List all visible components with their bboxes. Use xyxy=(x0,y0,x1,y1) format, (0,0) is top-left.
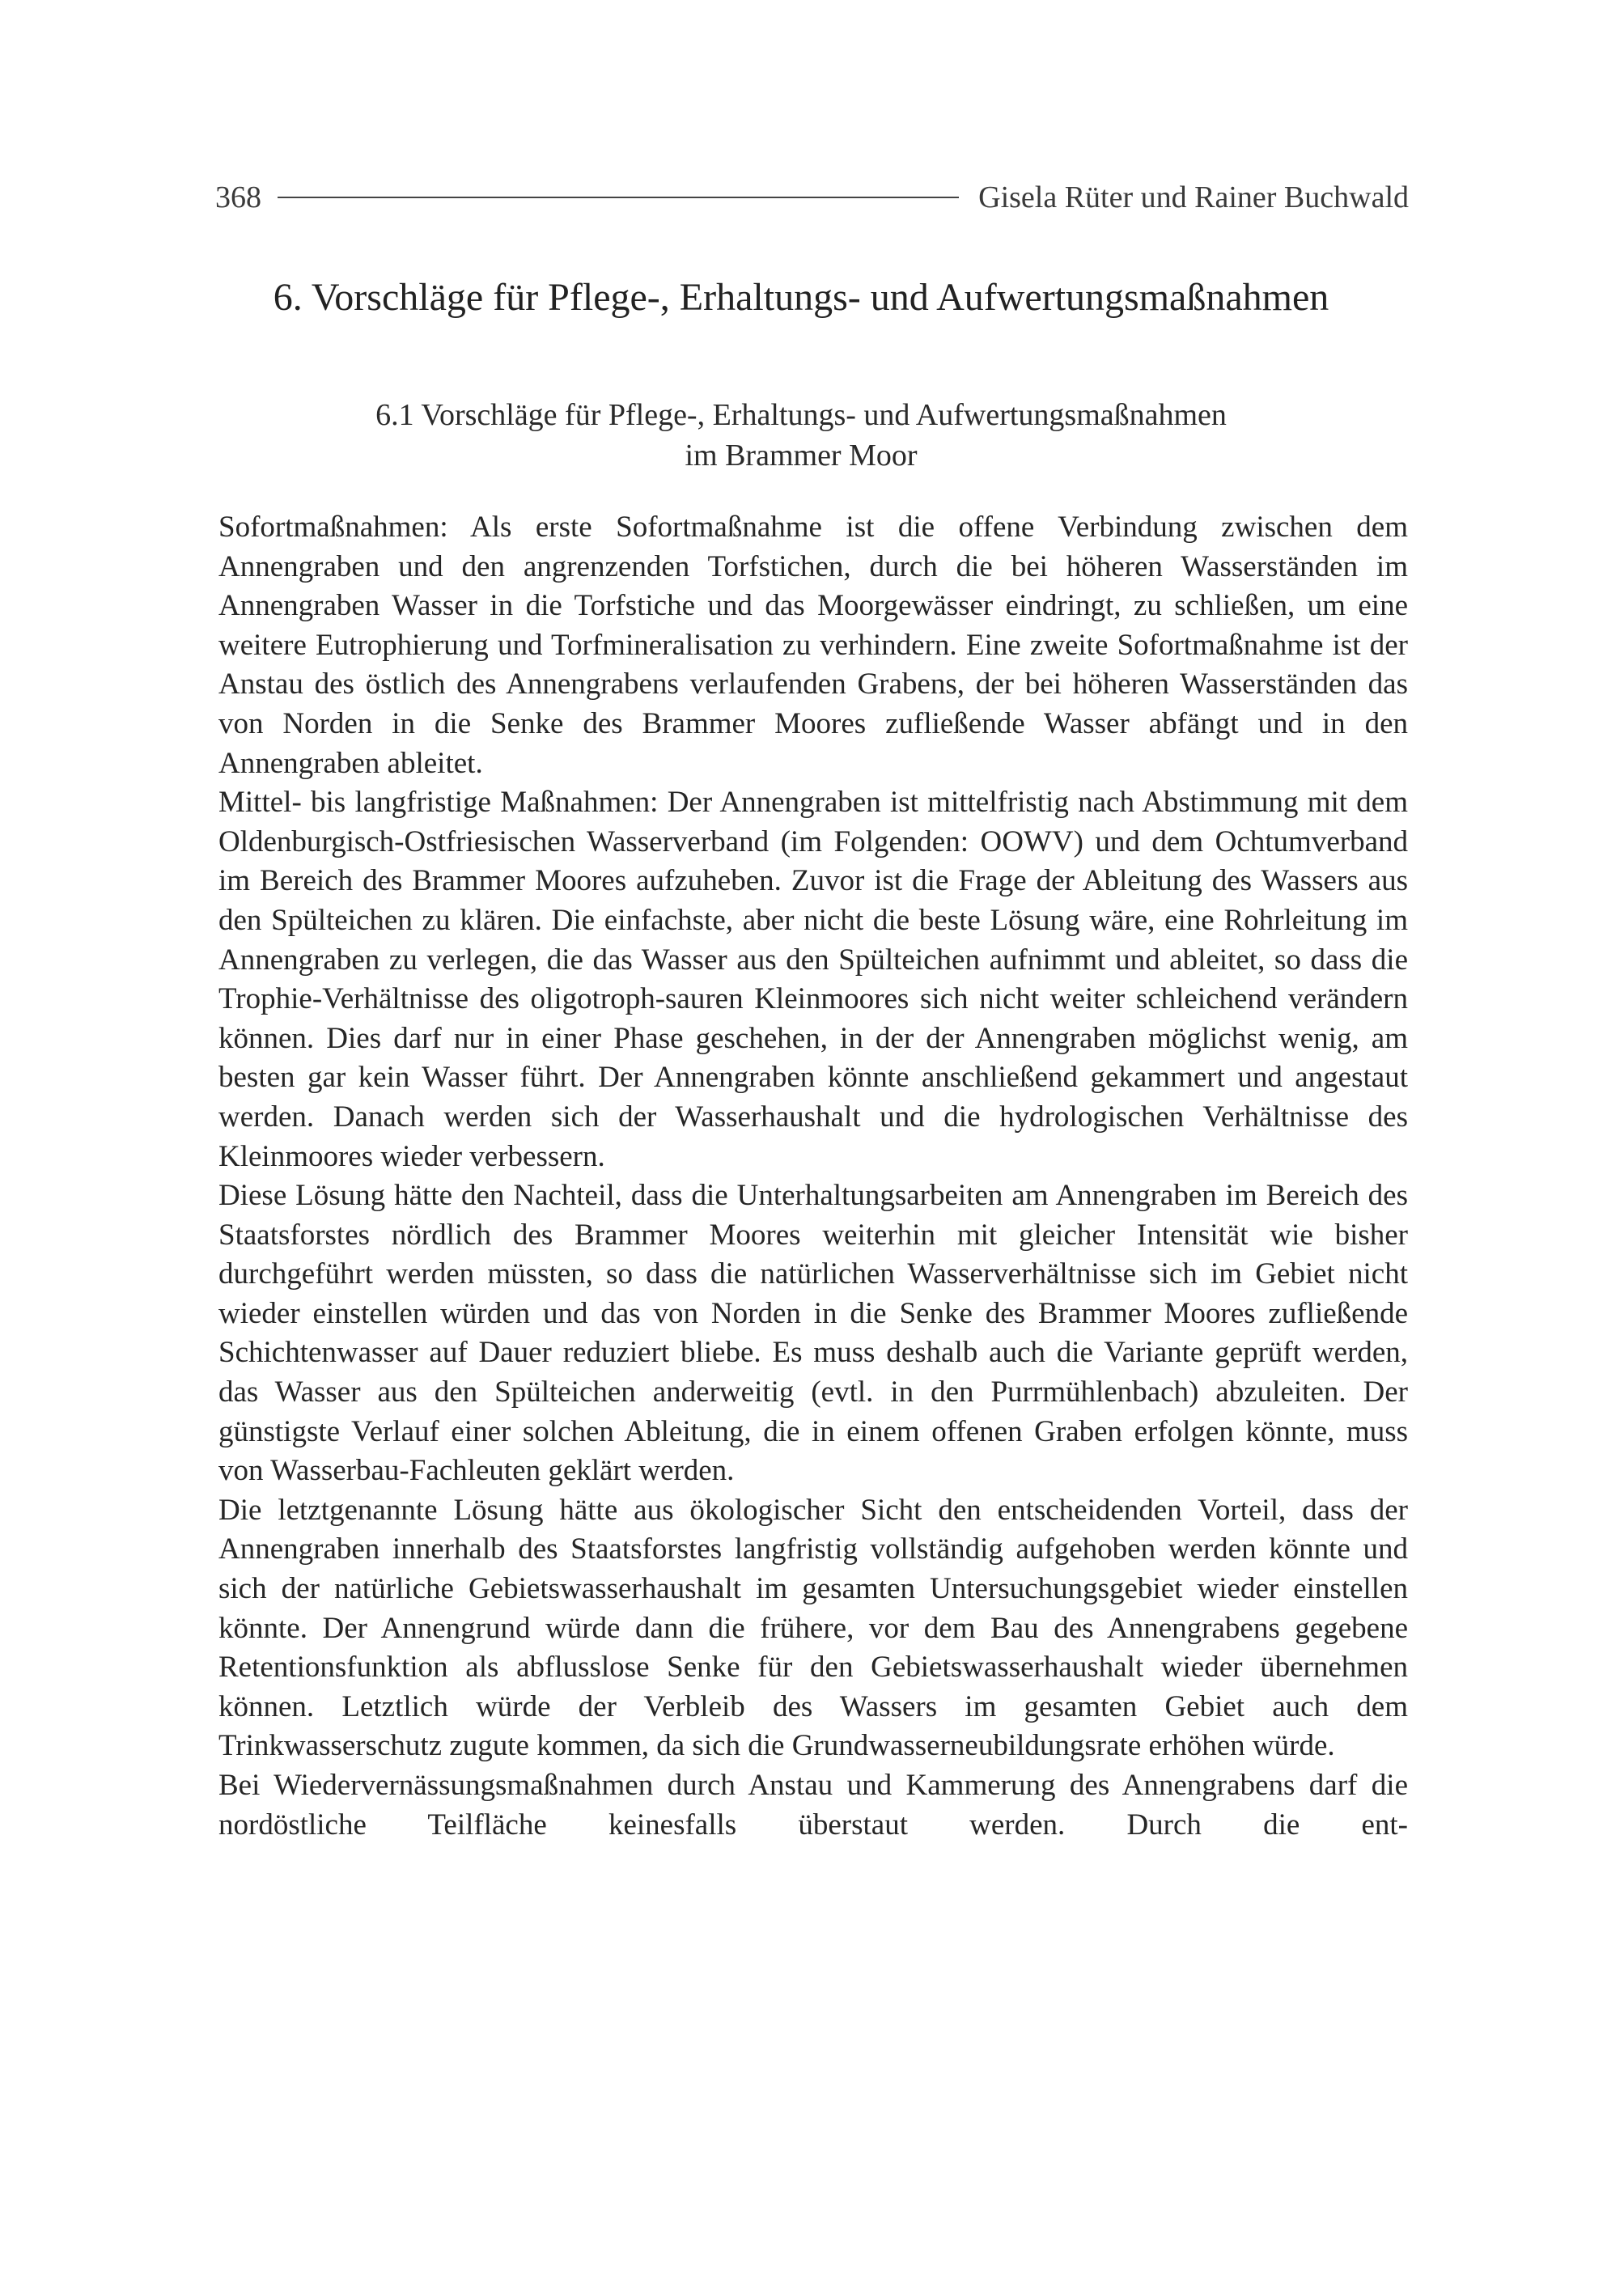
paragraph-sofortmassnahmen: Sofortmaßnahmen: Als erste Sofortmaßnahme ist die offene Verbindung zwischen dem Annengraben und den angrenzenden Torfstichen, durch die bei höheren Wasserständen im Annengraben Wasser in die Torfstiche und das Moorgewässer eindringt, zu schließen, um eine weitere Eutrophierung und Torfmineralisation zu verhindern. Eine zweite Sofortmaßnahme ist der Anstau des östlich des Annengrabens verlaufenden Grabens, der bei höheren Wasserständen das von Norden in die Senke des Brammer Moores zufließende Wasser abfängt und in den Annengraben ableitet. xyxy=(218,511,1408,780)
paragraph-wiedervernaessung: Bei Wiedervernässungsmaßnahmen durch Anstau und Kammerung des Annengrabens darf die nordöstliche Teilfläche keinesfalls überstaut werden. Durch die ent- xyxy=(218,1769,1408,1842)
section-title-line-1: 6.1 Vorschläge für Pflege-, Erhaltungs- und Aufwertungsmaßnahmen xyxy=(375,398,1227,432)
page-number: 368 xyxy=(215,180,261,214)
header-rule xyxy=(278,197,959,198)
paragraph-mittel-langfristig: Mittel- bis langfristige Maßnahmen: Der Annengraben ist mittelfristig nach Abstimmung mit dem Oldenburgisch-Ostfriesischen Wasserverband (im Folgenden: OOWV) und dem Ochtumverband im Bereich des Brammer Moores aufzuheben. Zuvor ist die Frage der Ableitung des Wassers aus den Spülteichen zu klären. Die einfachste, aber nicht die beste Lösung wäre, eine Rohrleitung im Annengraben zu verlegen, die das Wasser aus den Spülteichen aufnimmt und ableitet, so dass die Trophie-Verhältnisse des oligotroph-sauren Kleinmoores sich nicht weiter schleichend verändern können. Dies darf nur in einer Phase geschehen, in der der Annengraben möglichst wenig, am besten gar kein Wasser führt. Der Annengraben könnte anschließend gekammert und angestaut werden. Danach werden sich der Wasserhaushalt und die hydrologischen Verhältnisse des Kleinmoores wieder verbessern. xyxy=(218,786,1408,1173)
running-head-authors: Gisela Rüter und Rainer Buchwald xyxy=(978,180,1409,214)
paragraph-nachteil: Diese Lösung hätte den Nachteil, dass die Unterhaltungsarbeiten am Annengraben im Bereich des Staatsforstes nördlich des Brammer Moores weiterhin mit gleicher Intensität wie bisher durchgeführt werden müssten, so dass die natürlichen Wasserverhältnisse sich im Gebiet nicht wieder einstellen würden und das von Norden in die Senke des Brammer Moores zufließende Schichtenwasser auf Dauer reduziert bliebe. Es muss deshalb auch die Variante geprüft werden, das Wasser aus den Spülteichen anderweitig (evtl. in den Purrmühlenbach) abzuleiten. Der günstigste Verlauf einer solchen Ableitung, die in einem offenen Graben erfolgen könnte, muss von Wasserbau-Fachleuten geklärt werden. xyxy=(218,1179,1408,1488)
section-title-line-2: im Brammer Moor xyxy=(685,439,918,473)
paragraph-vorteil: Die letztgenannte Lösung hätte aus ökologischer Sicht den entscheidenden Vorteil, dass der Annengraben innerhalb des Staatsforstes langfristig vollständig aufgehoben werden könnte und sich der natürliche Gebietswasserhaushalt im gesamten Untersuchungsgebiet wieder einstellen könnte. Der Annengrund würde dann die frühere, vor dem Bau des Annengrabens gegebene Retentionsfunktion als abflusslose Senke für den Gebietswasserhaushalt wieder übernehmen können. Letztlich würde der Verbleib des Wassers im gesamten Gebiet auch dem Trinkwasserschutz zugute kommen, da sich die Grundwasserneubildungsrate erhöhen würde. xyxy=(218,1493,1408,1763)
running-head xyxy=(215,173,1409,222)
body-text xyxy=(218,508,1408,1845)
section-title xyxy=(218,395,1384,476)
chapter-title: 6. Vorschläge für Pflege-, Erhaltungs- und Aufwertungsmaßnahmen xyxy=(273,276,1329,319)
